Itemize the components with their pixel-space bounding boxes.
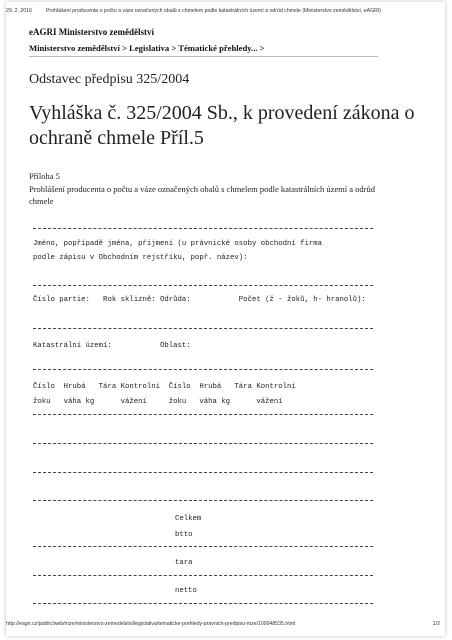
form-separator — [33, 328, 373, 329]
total-label: Celkem — [175, 515, 202, 523]
form-cadastre-row: Katastrální území: Oblast: — [33, 342, 191, 350]
print-header — [6, 8, 440, 14]
form-separator — [33, 546, 373, 547]
form-separator — [33, 575, 373, 576]
page-subtitle: Odstavec předpisu 325/2004 — [29, 72, 190, 87]
breadcrumb[interactable]: Ministerstvo zemědělství > Legislativa > Tématické přehledy... > — [29, 43, 265, 53]
site-name[interactable]: eAGRI Ministerstvo zemědělství — [29, 27, 154, 37]
print-date: 29. 2. 2016 — [6, 8, 32, 14]
form-batch-row: Číslo partie: Rok sklizně: Odrůda: Počet (ž - žoků, h- hranolů): — [33, 296, 366, 304]
form-separator — [33, 369, 373, 370]
form-separator — [33, 443, 373, 444]
form-separator — [33, 500, 373, 501]
page-sheet — [6, 2, 445, 636]
page-number: 1/2 — [432, 621, 440, 627]
form-separator — [33, 285, 373, 286]
form-name-line-1: Jméno, popřípadě jména, příjmení (u právnické osoby obchodní firma — [33, 240, 323, 248]
form-separator — [33, 414, 373, 415]
page-title: Vyhláška č. 325/2004 Sb., k provedení zákona o ochraně chmele Příl.5 — [29, 102, 415, 149]
brutto-label: btto — [175, 531, 193, 539]
form-separator — [33, 228, 373, 229]
table-header-row-1: Číslo Hrubá Tára Kontrolní Číslo Hrubá Tára Kontrolní — [33, 383, 296, 391]
tara-label: tara — [175, 559, 193, 567]
table-header-row-2: žoku váha kg vážení žoku váha kg vážení — [33, 398, 283, 406]
print-title: Prohlášení producenta o počtu a váze označených obalů s chmelem podle katastrálních území a odrůd chmele (Ministerstvo zemědělství, eAGRI) — [45, 8, 382, 14]
form-separator — [33, 472, 373, 473]
netto-label: netto — [175, 587, 197, 595]
form-name-line-2: podle zápisu v Obchodním rejstříku, popř. název): — [33, 254, 248, 262]
annex-label: Příloha 5 — [29, 171, 60, 181]
print-url[interactable]: http://eagri.cz/public/web/mze/ministerstvo-zemedelstvi/legislativa/tematicke-prehledy-pravnich-predpisu-mze/100048535.html — [6, 621, 296, 627]
form-separator — [33, 603, 373, 604]
annex-description: Prohlášení producenta o počtu a váze označených obalů s chmelem podle katastrálních území a odrůd chmele — [29, 184, 376, 206]
divider — [29, 56, 378, 57]
